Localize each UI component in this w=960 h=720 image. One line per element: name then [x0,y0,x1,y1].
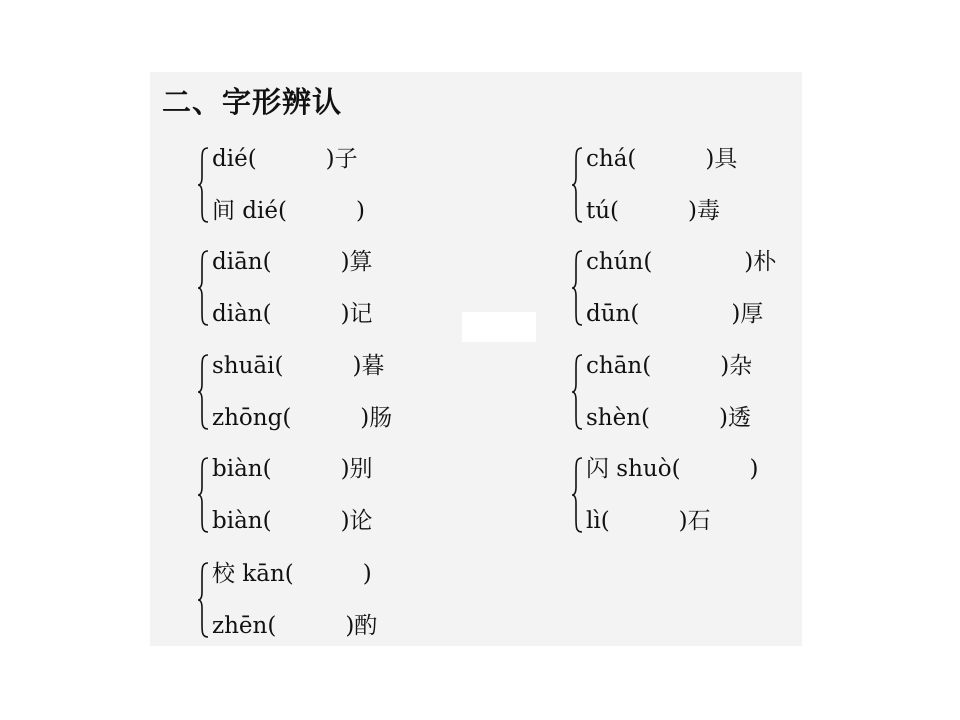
pinyin-line: zhōng( )肠 [212,405,393,431]
section-title: 二、字形辨认 [162,85,343,119]
brace-icon [198,457,210,533]
pinyin-line: chún( )朴 [586,249,777,275]
brace-icon [572,457,584,533]
brace-icon [198,147,210,223]
pinyin-line: shuāi( )暮 [212,353,385,379]
brace-icon [572,354,584,430]
blank-patch [462,312,536,342]
pinyin-line: chān( )杂 [586,353,753,379]
brace-icon [572,250,584,326]
pinyin-line: chá( )具 [586,146,738,172]
pinyin-line: zhēn( )酌 [212,613,378,639]
pinyin-line: shèn( )透 [586,405,751,431]
brace-icon [198,562,210,638]
brace-icon [198,354,210,430]
word-pair-left-4 [198,455,458,535]
word-pair-right-1 [572,145,832,225]
word-pair-right-3 [572,352,832,432]
pinyin-line: dié( )子 [212,146,358,172]
word-pair-right-2 [572,248,832,328]
pinyin-line: diān( )算 [212,249,373,275]
pinyin-line: dūn( )厚 [586,301,764,327]
pinyin-line: diàn( )记 [212,301,373,327]
brace-icon [572,147,584,223]
word-pair-right-4 [572,455,832,535]
pinyin-line: lì( )石 [586,508,711,534]
word-pair-left-1 [198,145,458,225]
word-pair-left-5 [198,560,458,640]
pinyin-line: 校 kān( ) [212,561,372,587]
pinyin-line: 间 dié( ) [212,198,365,224]
word-pair-left-2 [198,248,458,328]
pinyin-line: tú( )毒 [586,198,721,224]
pinyin-line: biàn( )别 [212,456,373,482]
word-pair-left-3 [198,352,458,432]
brace-icon [198,250,210,326]
pinyin-line: biàn( )论 [212,508,373,534]
pinyin-line: 闪 shuò( ) [586,456,759,482]
